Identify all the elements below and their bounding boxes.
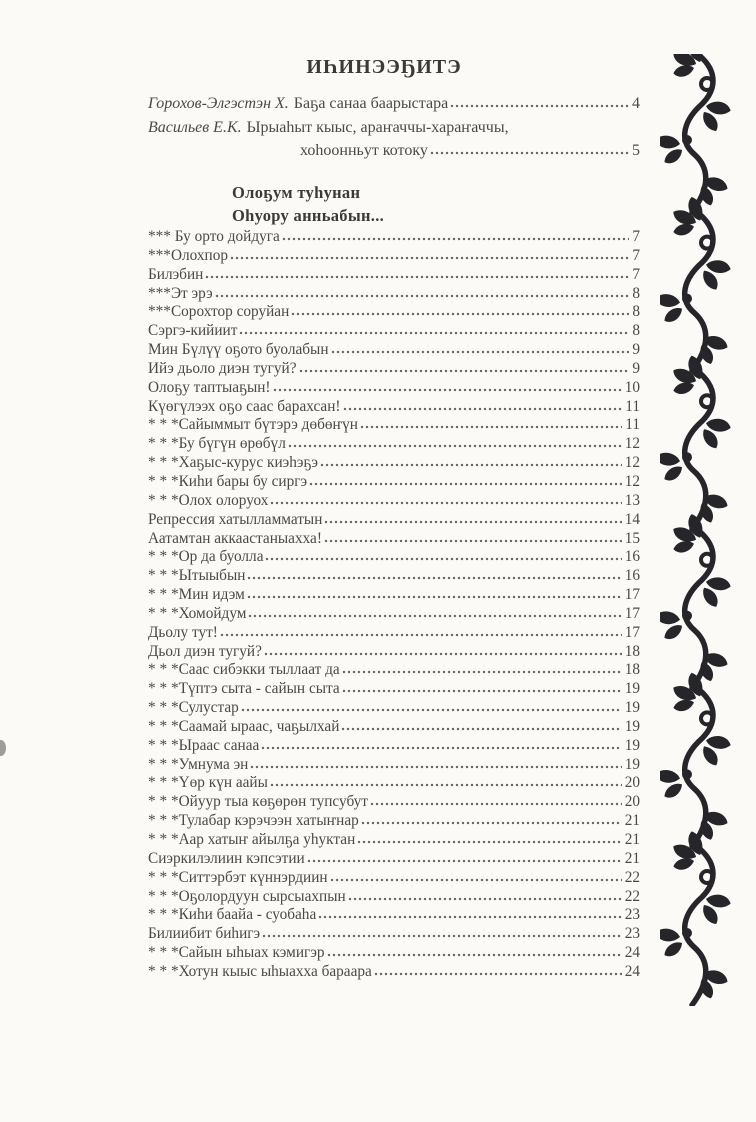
- toc-entry: [148, 285, 640, 304]
- work-title-line2: хоһоонньут котоку: [300, 142, 428, 159]
- dot-leader: [357, 840, 621, 844]
- dot-leader: [324, 539, 622, 543]
- toc-entry: [148, 963, 640, 982]
- toc-entry: [148, 850, 640, 869]
- dot-leader: [261, 746, 621, 750]
- toc-entry: [148, 812, 640, 831]
- toc-entry-page: 16: [624, 567, 640, 585]
- dot-leader: [342, 689, 622, 693]
- toc-entry-page: 23: [624, 906, 640, 924]
- toc-entry: [148, 341, 640, 360]
- dot-leader: [215, 294, 630, 298]
- section-header-line2: Оһуору анньабын...: [232, 206, 385, 225]
- toc-entry-title: * * *Сулустар: [148, 699, 239, 717]
- toc-entry-title: Сэргэ-кийиит: [148, 322, 238, 340]
- toc-entry: [148, 624, 640, 643]
- dot-leader: [327, 953, 622, 957]
- toc-entry-page: 18: [624, 661, 640, 679]
- toc-entry: [148, 831, 640, 850]
- dot-leader: [247, 595, 622, 599]
- toc-entry-title: Билиибит биһигэ: [148, 925, 261, 943]
- toc-entry-page: 21: [624, 831, 640, 848]
- toc-entry-title: ***Сорохтор соруйан: [148, 303, 290, 321]
- author-name: Горохов-Элгэстэн Х.: [148, 95, 289, 112]
- toc-entry-title: * * *Саас сибэкки тыллаат да: [148, 661, 340, 679]
- toc-entry-page: 15: [624, 529, 640, 547]
- author-entry-wrap-line: [148, 142, 640, 166]
- toc-entry-page: 21: [624, 849, 640, 867]
- work-page: 5: [632, 142, 640, 159]
- toc-entry: [148, 906, 640, 925]
- toc-entry: [148, 737, 640, 756]
- toc-entry-page: 19: [624, 736, 640, 754]
- toc-entry-title: * * *Сайын ыһыах кэмигэр: [148, 944, 325, 962]
- toc-entry-page: 8: [632, 303, 640, 321]
- toc-entry: [148, 925, 640, 944]
- dot-leader: [230, 256, 629, 260]
- toc-entry: [148, 643, 640, 662]
- toc-entry-title: * * *Ситтэрбэт күннэрдиин: [148, 868, 328, 886]
- toc-entry-page: 17: [624, 586, 640, 604]
- toc-entry-title: * * *Оҕолордуун сырсыахпын: [148, 887, 346, 905]
- toc-entry-title: * * *Ытыыбын: [148, 567, 246, 585]
- toc-entry-page: 13: [624, 491, 640, 509]
- dot-leader: [270, 783, 622, 787]
- toc-entry: [148, 247, 640, 266]
- toc-entry-page: 24: [624, 962, 640, 980]
- toc-entry-title: * * *Тулабар кэрэчээн хатыҥнар: [148, 812, 359, 830]
- toc-list: [148, 228, 640, 982]
- dot-leader: [270, 501, 621, 505]
- toc-entry-page: 7: [632, 265, 640, 283]
- toc-entry: [148, 774, 640, 793]
- toc-entry: [148, 869, 640, 888]
- toc-entry-page: 11: [625, 397, 640, 415]
- dot-leader: [262, 934, 622, 938]
- toc-entry: [148, 530, 640, 549]
- toc-entry: [148, 548, 640, 567]
- toc-entry-page: 20: [624, 774, 640, 792]
- dot-leader: [288, 444, 622, 448]
- toc-entry: [148, 360, 640, 379]
- dot-leader: [430, 151, 629, 155]
- dot-leader: [307, 859, 622, 863]
- toc-entry-page: 9: [632, 359, 640, 377]
- toc-entry-page: 16: [624, 548, 640, 566]
- toc-entry-page: 19: [624, 717, 640, 735]
- toc-entry-page: 22: [624, 868, 640, 886]
- toc-entry-title: * * *Түптэ сыта - сайын сыта: [148, 680, 340, 698]
- dot-leader: [370, 802, 622, 806]
- toc-entry-page: 12: [624, 454, 640, 472]
- work-title: Баҕа санаа баарыстара: [293, 95, 449, 112]
- author-name: Васильев Е.К.: [148, 118, 242, 136]
- toc-entry-title: Сиэркилэлиин кэпсэтии: [148, 849, 305, 867]
- toc-entry-page: 20: [624, 793, 640, 811]
- dot-leader: [220, 633, 622, 637]
- toc-entry: [148, 586, 640, 605]
- toc-entry: [148, 266, 640, 285]
- toc-entry: [148, 511, 640, 530]
- work-page: 4: [632, 95, 640, 112]
- dot-leader: [282, 237, 630, 241]
- dot-leader: [342, 670, 622, 674]
- toc-entry-page: 9: [632, 341, 640, 359]
- toc-entry: [148, 718, 640, 737]
- dot-leader: [320, 463, 622, 467]
- page-title: ИҺИНЭЭҔИТЭ: [306, 56, 462, 78]
- toc-entry-page: 10: [624, 378, 640, 396]
- toc-entry-page: 7: [632, 228, 640, 245]
- author-entry: [148, 119, 640, 143]
- floral-vine-icon: [660, 54, 732, 1006]
- toc-entry-page: 18: [624, 642, 640, 660]
- toc-entry: [148, 303, 640, 322]
- toc-entry-title: Ийэ дьоло диэн тугуй?: [148, 359, 297, 377]
- toc-entry-title: Мин Бүлүү оҕото буолабын: [148, 341, 329, 359]
- toc-entry-title: ***Эт эрэ: [148, 284, 213, 302]
- toc-entry: [148, 398, 640, 417]
- dot-leader: [330, 878, 622, 882]
- dot-leader: [239, 331, 629, 335]
- toc-entry-title: * * *Мин идэм: [148, 586, 245, 604]
- toc-entry-title: * * *Ор да буолла: [148, 548, 264, 566]
- toc-entry-page: 17: [624, 604, 640, 622]
- toc-entry-title: * * *Сайыммыт бүтэрэ дөбөҥүн: [148, 416, 358, 434]
- toc-entry-page: 19: [624, 699, 640, 717]
- section-header-line1: Олоҕум туһунан: [232, 183, 361, 202]
- toc-entry: [148, 699, 640, 718]
- toc-entry-page: 14: [624, 510, 640, 528]
- toc-entry: [148, 567, 640, 586]
- toc-entry: [148, 661, 640, 680]
- toc-entry-title: Аатамтан аккаастаныахха!: [148, 529, 322, 547]
- toc-entry-title: * * *Киһи баайа - суобаһа: [148, 906, 317, 924]
- toc-entry: [148, 228, 640, 247]
- toc-entry: [148, 322, 640, 341]
- dot-leader: [309, 482, 622, 486]
- toc-entry-page: 7: [632, 246, 640, 264]
- toc-entry-title: * * *Хомойдум: [148, 604, 247, 622]
- toc-entry: [148, 888, 640, 907]
- author-section: [148, 95, 640, 166]
- toc-entry-page: 23: [624, 925, 640, 943]
- work-title-line1: Ырыаһыт кыыс, араҥаччы-хараҥаччы,: [246, 118, 509, 136]
- dot-leader: [374, 972, 622, 976]
- toc-entry-page: 21: [624, 812, 640, 830]
- dot-leader: [450, 104, 629, 108]
- dot-leader: [205, 275, 629, 279]
- toc-entry-page: 24: [624, 944, 640, 962]
- toc-entry-title: Күөгүлээх оҕо саас барахсан!: [148, 397, 341, 415]
- toc-entry-page: 8: [632, 322, 640, 340]
- toc-entry-title: Олоҕу таптыаҕын!: [148, 378, 271, 396]
- dot-leader: [318, 915, 621, 919]
- toc-entry-title: * * *Ыраас санаа: [148, 736, 260, 754]
- toc-entry: [148, 492, 640, 511]
- dot-leader: [343, 407, 623, 411]
- dot-leader: [348, 897, 622, 901]
- toc-entry: [148, 680, 640, 699]
- toc-entry-title: ***Олохпор: [148, 246, 229, 264]
- dot-leader: [248, 614, 621, 618]
- toc-entry-page: 19: [624, 680, 640, 698]
- toc-entry-title: Дьол диэн тугуй?: [148, 642, 262, 660]
- toc-entry-title: * * *Олох олоруох: [148, 491, 269, 509]
- dot-leader: [324, 520, 621, 524]
- toc-entry-title: * * *Саамай ыраас, чаҕылхай: [148, 717, 340, 735]
- author-entry: [148, 95, 640, 119]
- toc-entry-title: * * *Бу бүгүн өрөбүл: [148, 435, 286, 453]
- toc-entry-page: 19: [624, 755, 640, 773]
- toc-entry: [148, 756, 640, 775]
- toc-entry-page: 12: [624, 472, 640, 490]
- toc-entry-title: Репрессия хатылламматын: [148, 510, 323, 528]
- toc-entry-page: 17: [624, 623, 640, 641]
- toc-entry: [148, 435, 640, 454]
- toc-entry: [148, 473, 640, 492]
- scan-edge-mark: [0, 740, 6, 756]
- dot-leader: [291, 312, 629, 316]
- toc-entry-title: * * *Хаҕыс-курус киэһэҕэ: [148, 454, 318, 472]
- toc-entry-page: 22: [624, 887, 640, 905]
- toc-entry-page: 11: [625, 416, 640, 434]
- toc-entry: [148, 416, 640, 435]
- toc-entry-title: *** Бу орто дойдуга: [148, 228, 280, 245]
- toc-entry: [148, 793, 640, 812]
- toc-entry-title: * * *Киһи бары бу сиргэ: [148, 472, 308, 490]
- toc-entry-title: * * *Ойуур тыа көҕөрөн тупсубут: [148, 793, 368, 811]
- dot-leader: [360, 425, 622, 429]
- dot-leader: [264, 652, 622, 656]
- toc-entry-title: * * *Үөр күн аайы: [148, 774, 268, 792]
- toc-entry-title: * * *Хотун кыыс ыһыахха бараара: [148, 962, 372, 980]
- dot-leader: [273, 388, 622, 392]
- toc-entry-page: 12: [624, 435, 640, 453]
- floral-vine-ornament: [660, 54, 732, 1006]
- section-header: [232, 181, 384, 227]
- dot-leader: [331, 350, 630, 354]
- dot-leader: [361, 821, 622, 825]
- toc-entry: [148, 944, 640, 963]
- dot-leader: [265, 557, 621, 561]
- dot-leader: [241, 708, 622, 712]
- toc-entry-title: Дьолу тут!: [148, 623, 218, 641]
- dot-leader: [250, 765, 621, 769]
- dot-leader: [247, 576, 621, 580]
- dot-leader: [299, 369, 630, 373]
- toc-entry-title: * * *Умнума эн: [148, 755, 249, 773]
- toc-entry: [148, 454, 640, 473]
- dot-leader: [341, 727, 621, 731]
- toc-entry: [148, 605, 640, 624]
- toc-entry-page: 8: [632, 284, 640, 302]
- toc-entry-title: Билэбин: [148, 265, 204, 283]
- toc-entry: [148, 379, 640, 398]
- toc-entry-title: * * *Аар хатыҥ айылҕа уһуктан: [148, 831, 356, 848]
